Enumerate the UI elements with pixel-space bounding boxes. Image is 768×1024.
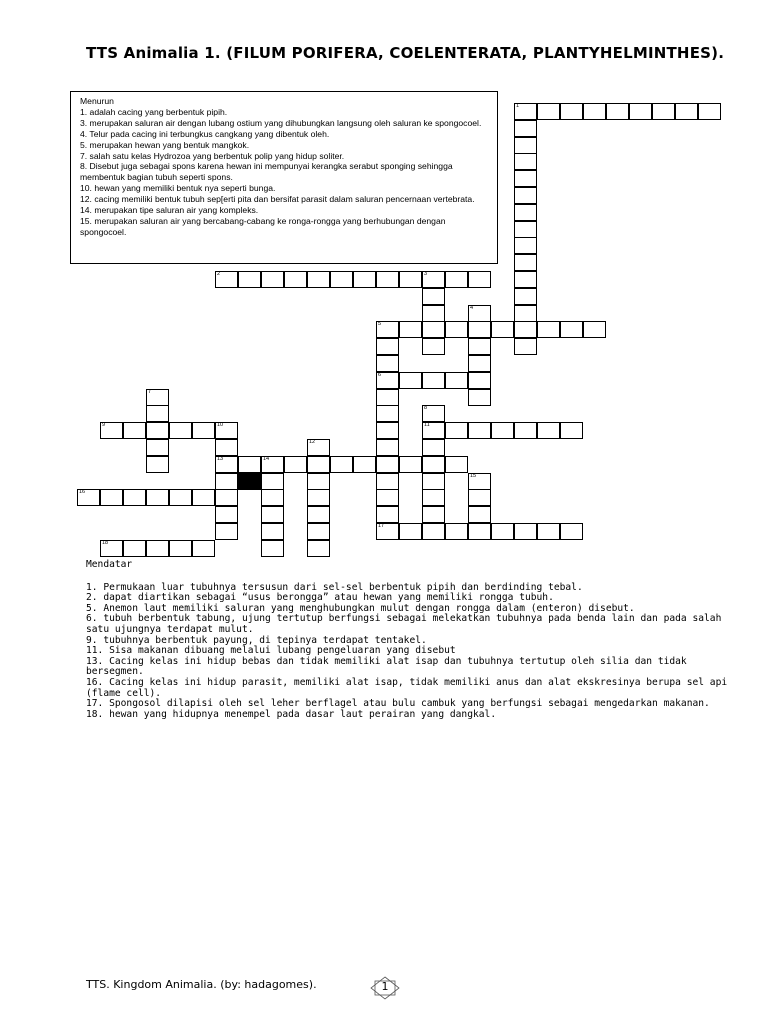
crossword-cell[interactable] [399, 271, 422, 288]
menurun-clue: 1. adalah cacing yang berbentuk pipih. [80, 106, 228, 117]
crossword-cell[interactable] [422, 271, 445, 288]
crossword-cell[interactable] [422, 321, 445, 338]
crossword-cell[interactable] [376, 456, 399, 473]
crossword-cell[interactable] [698, 103, 721, 120]
crossword-cell[interactable] [261, 271, 284, 288]
crossword-cell[interactable] [376, 422, 399, 439]
crossword-cell[interactable] [514, 221, 537, 238]
menurun-clue: 10. hewan yang memiliki bentuk nya seperti bunga. [80, 183, 276, 194]
crossword-cell[interactable] [422, 506, 445, 523]
crossword-cell[interactable] [215, 422, 238, 439]
mendatar-clue: 6. tubuh berbentuk tabung, ujung tertutup berfungsi sebagai melekatkan tubuhnya pada benda lain dan pada salah satu ujungnya terdapat mulut. [86, 613, 722, 635]
crossword-cell[interactable] [307, 473, 330, 490]
crossword-cell[interactable] [169, 422, 192, 439]
crossword-cell[interactable] [537, 103, 560, 120]
crossword-cell[interactable] [376, 473, 399, 490]
crossword-cell[interactable] [238, 456, 261, 473]
crossword-cell[interactable] [675, 103, 698, 120]
mendatar-clue: 2. dapat diartikan sebagai “usus berongga” atau hewan yang memiliki rongga tubuh. [86, 592, 554, 604]
crossword-cell[interactable] [261, 540, 284, 557]
crossword-cell[interactable] [468, 338, 491, 355]
crossword-cell[interactable] [537, 422, 560, 439]
footer-text: TTS. Kingdom Animalia. (by: hadagomes). [86, 978, 317, 991]
crossword-cell[interactable] [399, 456, 422, 473]
crossword-cell[interactable] [146, 456, 169, 473]
mendatar-heading: Mendatar [86, 559, 133, 570]
crossword-cell[interactable] [376, 506, 399, 523]
crossword-cell[interactable] [399, 321, 422, 338]
clue-number: 4 [470, 305, 474, 311]
crossword-cell[interactable] [238, 271, 261, 288]
crossword-cell[interactable] [583, 321, 606, 338]
crossword-cell[interactable] [215, 489, 238, 506]
crossword-cell[interactable] [376, 439, 399, 456]
crossword-cell[interactable] [146, 405, 169, 422]
crossword-cell[interactable] [261, 489, 284, 506]
crossword-cell[interactable] [422, 338, 445, 355]
crossword-cell[interactable] [376, 489, 399, 506]
crossword-cell[interactable] [422, 473, 445, 490]
crossword-cell[interactable] [307, 439, 330, 456]
crossword-cell[interactable] [261, 456, 284, 473]
crossword-cell[interactable] [514, 305, 537, 322]
crossword-cell[interactable] [560, 422, 583, 439]
crossword-cell[interactable] [169, 540, 192, 557]
menurun-clue: 8. Disebut juga sebagai spons karena hewan ini mempunyai kerangka serabut sponging sehingga membentuk bagian tubuh seperti spons. [80, 161, 453, 183]
crossword-cell[interactable] [560, 321, 583, 338]
crossword-cell[interactable] [307, 271, 330, 288]
mendatar-clue: 9. tubuhnya berbentuk payung, di tepinya terdapat tentakel. [86, 634, 427, 646]
crossword-cell[interactable] [215, 473, 238, 490]
crossword-cell[interactable] [284, 456, 307, 473]
clue-number: 8 [424, 405, 428, 411]
menurun-clue: 12. cacing memiliki bentuk tubuh sep[erti pita dan bersifat parasit dalam saluran pencernaan vertebrata. [80, 194, 475, 205]
crossword-cell[interactable] [146, 489, 169, 506]
crossword-cell[interactable] [445, 456, 468, 473]
crossword-cell[interactable] [192, 540, 215, 557]
crossword-cell[interactable] [100, 489, 123, 506]
crossword-cell[interactable] [537, 321, 560, 338]
crossword-cell[interactable] [330, 456, 353, 473]
menurun-clue: 3. merupakan saluran air dengan lubang ostium yang dihubungkan langsung oleh saluran ke spongocoel. [80, 117, 482, 128]
crossword-cell[interactable] [468, 372, 491, 389]
crossword-cell[interactable] [376, 271, 399, 288]
crossword-cell[interactable] [307, 540, 330, 557]
menurun-clue: 15. merupakan saluran air yang bercabang-cabang ke ronga-rongga yang berhubungan dengan spongocoel. [80, 215, 446, 237]
clue-number: 16 [79, 489, 86, 495]
crossword-cell[interactable] [514, 422, 537, 439]
crossword-block [238, 473, 261, 490]
crossword-cell[interactable] [146, 422, 169, 439]
crossword-cell[interactable] [261, 473, 284, 490]
clue-number: 11 [424, 422, 430, 428]
crossword-cell[interactable] [445, 321, 468, 338]
crossword-cell[interactable] [307, 456, 330, 473]
mendatar-clues [86, 560, 736, 720]
crossword-cell[interactable] [468, 271, 491, 288]
page-number-badge [369, 976, 401, 1000]
crossword-cell[interactable] [307, 489, 330, 506]
crossword-cell[interactable] [514, 153, 537, 170]
crossword-cell[interactable] [514, 288, 537, 305]
crossword-cell[interactable] [629, 103, 652, 120]
mendatar-clue: 18. hewan yang hidupnya menempel pada dasar laut perairan yang dangkal. [86, 708, 497, 720]
clue-number: 12 [309, 439, 316, 445]
page-number: 1 [381, 980, 389, 993]
crossword-cell[interactable] [514, 271, 537, 288]
crossword-cell[interactable] [376, 523, 399, 540]
crossword-cell[interactable] [514, 103, 537, 120]
crossword-cell[interactable] [445, 271, 468, 288]
crossword-cell[interactable] [468, 389, 491, 406]
crossword-cell[interactable] [192, 489, 215, 506]
crossword-cell[interactable] [514, 338, 537, 355]
crossword-cell[interactable] [468, 305, 491, 322]
crossword-cell[interactable] [606, 103, 629, 120]
crossword-cell[interactable] [307, 506, 330, 523]
clue-number: 5 [378, 321, 382, 327]
menurun-clue: 14. merupakan tipe saluran air yang kompleks. [80, 205, 259, 216]
crossword-cell[interactable] [284, 271, 307, 288]
clue-number: 9 [102, 422, 106, 428]
crossword-cell[interactable] [514, 170, 537, 187]
menurun-clue: 7. salah satu kelas Hydrozoa yang berbentuk polip yang hidup soliter. [80, 150, 345, 161]
crossword-cell[interactable] [514, 523, 537, 540]
crossword-cell[interactable] [468, 523, 491, 540]
crossword-cell[interactable] [399, 372, 422, 389]
crossword-cell[interactable] [376, 405, 399, 422]
clue-number: 3 [424, 271, 428, 277]
crossword-cell[interactable] [422, 405, 445, 422]
crossword-cell[interactable] [560, 103, 583, 120]
crossword-cell[interactable] [468, 422, 491, 439]
crossword-cell[interactable] [445, 422, 468, 439]
clue-number: 13 [217, 456, 224, 462]
clue-number: 18 [102, 540, 109, 546]
crossword-cell[interactable] [422, 439, 445, 456]
crossword-cell[interactable] [468, 473, 491, 490]
crossword-cell[interactable] [376, 372, 399, 389]
crossword-cell[interactable] [468, 355, 491, 372]
crossword-cell[interactable] [376, 321, 399, 338]
clue-number: 7 [148, 389, 152, 395]
crossword-cell[interactable] [445, 372, 468, 389]
crossword-cell[interactable] [652, 103, 675, 120]
menurun-clue: 4. Telur pada cacing ini terbungkus cangkang yang dibentuk oleh. [80, 128, 330, 139]
mendatar-clue: 13. Cacing kelas ini hidup bebas dan tidak memiliki alat isap dan tubuhnya tertutup oleh silia dan tidak bersegmen. [86, 655, 687, 678]
mendatar-clue: 1. Permukaan luar tubuhnya tersusun dari sel-sel berbentuk pipih dan berdinding tebal. [86, 581, 583, 593]
crossword-cell[interactable] [100, 422, 123, 439]
crossword-cell[interactable] [146, 540, 169, 557]
crossword-cell[interactable] [192, 422, 215, 439]
clue-number: 1 [516, 103, 520, 109]
crossword-cell[interactable] [215, 456, 238, 473]
crossword-cell[interactable] [514, 321, 537, 338]
page-title: TTS Animalia 1. (FILUM PORIFERA, COELENTERATA, PLANTYHELMINTHES). [86, 44, 725, 62]
crossword-cell[interactable] [560, 523, 583, 540]
mendatar-clue: 16. Cacing kelas ini hidup parasit, memiliki alat isap, tidak memiliki anus dan alat ekskresinya berupa sel api (flame cell). [86, 676, 728, 699]
crossword-cell[interactable] [123, 489, 146, 506]
crossword-cell[interactable] [491, 523, 514, 540]
crossword-cell[interactable] [583, 103, 606, 120]
crossword-cell[interactable] [514, 187, 537, 204]
crossword-cell[interactable] [422, 489, 445, 506]
crossword-cell[interactable] [100, 540, 123, 557]
crossword-cell[interactable] [422, 456, 445, 473]
crossword-cell[interactable] [491, 422, 514, 439]
crossword-cell[interactable] [123, 422, 146, 439]
crossword-cell[interactable] [422, 372, 445, 389]
clue-number: 17 [378, 523, 385, 529]
clue-number: 10 [217, 422, 224, 428]
crossword-cell[interactable] [169, 489, 192, 506]
mendatar-clue: 5. Anemon laut memiliki saluran yang menghubungkan mulut dengan rongga dalam (enteron) disebut. [86, 602, 635, 614]
clue-number: 2 [217, 271, 221, 277]
crossword-cell[interactable] [399, 523, 422, 540]
menurun-clue: 5. merupakan hewan yang bentuk mangkok. [80, 139, 250, 150]
mendatar-clue: 11. Sisa makanan dibuang melalui lubang pengeluaran yang disebut [86, 645, 456, 657]
clue-number: 15 [470, 473, 477, 479]
crossword-cell[interactable] [514, 254, 537, 271]
crossword-cell[interactable] [353, 271, 376, 288]
crossword-cell[interactable] [146, 439, 169, 456]
crossword-cell[interactable] [215, 439, 238, 456]
crossword-cell[interactable] [468, 489, 491, 506]
crossword-cell[interactable] [215, 506, 238, 523]
clue-number: 6 [378, 372, 382, 378]
crossword-cell[interactable] [514, 204, 537, 221]
crossword-cell[interactable] [468, 506, 491, 523]
crossword-cell[interactable] [514, 137, 537, 154]
crossword-cell[interactable] [261, 523, 284, 540]
crossword-cell[interactable] [537, 523, 560, 540]
crossword-cell[interactable] [422, 523, 445, 540]
crossword-cell[interactable] [491, 321, 514, 338]
crossword-cell[interactable] [330, 271, 353, 288]
crossword-cell[interactable] [468, 321, 491, 338]
crossword-cell[interactable] [376, 355, 399, 372]
crossword-cell[interactable] [353, 456, 376, 473]
crossword-cell[interactable] [376, 338, 399, 355]
crossword-cell[interactable] [422, 305, 445, 322]
crossword-cell[interactable] [215, 271, 238, 288]
crossword-cell[interactable] [514, 237, 537, 254]
crossword-cell[interactable] [422, 422, 445, 439]
mendatar-clue: 17. Spongosol dilapisi oleh sel leher berflagel atau bulu cambuk yang berfungsi sebagai mengedarkan makanan. [86, 698, 710, 710]
crossword-cell[interactable] [445, 523, 468, 540]
crossword-cell[interactable] [215, 523, 238, 540]
crossword-cell[interactable] [123, 540, 146, 557]
crossword-cell[interactable] [261, 506, 284, 523]
crossword-cell[interactable] [146, 389, 169, 406]
crossword-cell[interactable] [77, 489, 100, 506]
crossword-cell[interactable] [514, 120, 537, 137]
crossword-cell[interactable] [376, 389, 399, 406]
clue-number: 14 [263, 456, 270, 462]
crossword-cell[interactable] [422, 288, 445, 305]
menurun-heading: Menurun [80, 96, 114, 106]
crossword-cell[interactable] [307, 523, 330, 540]
